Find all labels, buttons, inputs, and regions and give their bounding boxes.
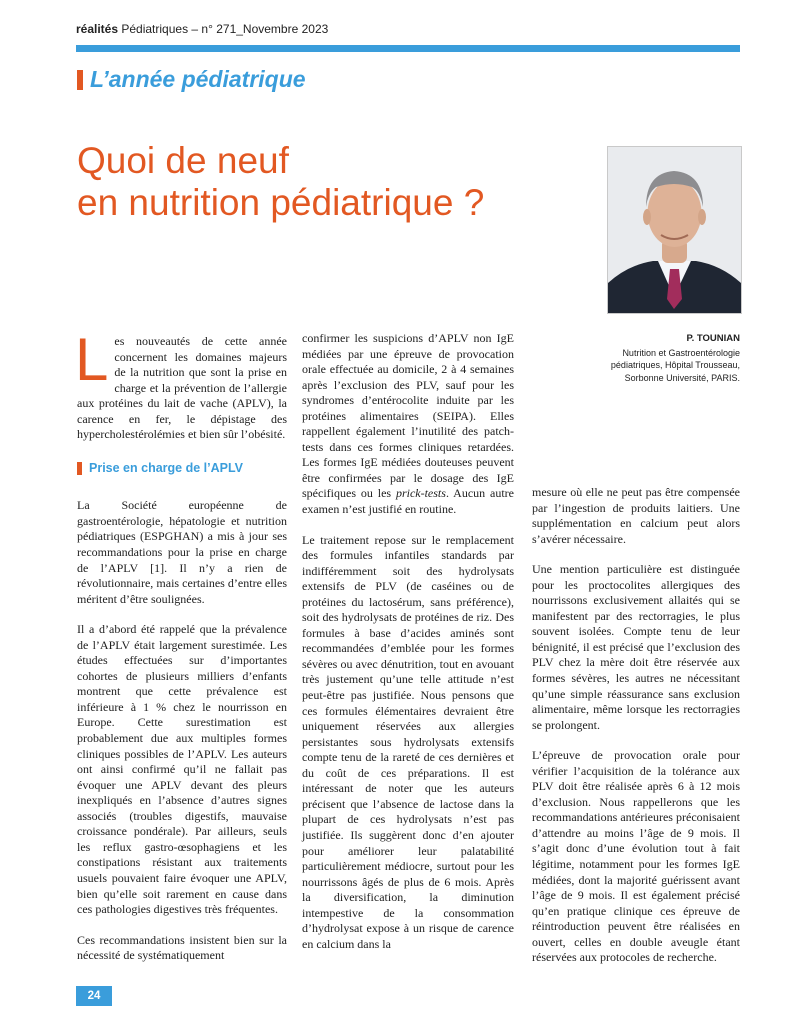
text-column-3 [532, 485, 740, 966]
author-affiliation: pédiatriques, Hôpital Trousseau, [610, 360, 740, 370]
issue-info: Pédiatriques – n° 271_Novembre 2023 [118, 22, 329, 36]
running-header [76, 22, 328, 36]
author-affiliation: Nutrition et Gastroentérologie [622, 347, 740, 358]
italic-term: prick-tests [395, 486, 446, 501]
journal-name: réalités [76, 22, 119, 36]
author-block [590, 333, 740, 384]
subheading-text: Prise en charge de l’APLV [89, 460, 243, 475]
subheading [77, 461, 287, 477]
page-number: 24 [76, 986, 112, 1006]
body-paragraph: mesure où elle ne peut pas être compensée par l’ingestion de produits laitiers. Une supplémentation en calcium peut alors s’avérer nécessaire. [532, 485, 740, 546]
paragraph-text: confirmer les suspicions d’APLV non IgE médiées par une épreuve de provocation orale effectuée au domicile, 2 à 4 semaines après l’exclusion des PLV, sauf pour les syndromes d’entérocolite induite par les protéines alimentaires (SEIPA). Elles rappellent également l’inutilité des patch-tests dans ces formes cliniques retardées. Les formes IgE médiées douteuses peuvent être confirmées par le dosage des IgE spécifiques ou les [302, 331, 514, 501]
body-paragraph: La Société européenne de gastroentérologie, hépatologie et nutrition pédiatriques (ESPGHAN) a mis à jour ses recommandations pour la prise en charge de l’APLV [1]. Il n’y a rien de révolutionnaire, mais certaines d’entre elles méritent d’être soulignées. [77, 498, 287, 606]
author-affiliation: Sorbonne Université, PARIS. [624, 372, 740, 383]
article-title-line-1: Quoi de neuf [77, 140, 289, 181]
body-paragraph: Ces recommandations insistent bien sur la nécessité de systématiquement [77, 932, 287, 963]
article-title [77, 140, 484, 224]
intro-text: es nouveautés de cette année concernent les domaines majeurs de la nutrition que sont la prise en charge et la prévention de l’allergie aux protéines du lait de vache (APLV), la carence en fer, le dépistage des hypercholestérolémies et bien sûr l’obésité. [77, 334, 287, 442]
intro-paragraph [75, 326, 287, 443]
body-paragraph: Il a d’abord été rappelé que la prévalence de l’APLV était largement surestimée. Les études effectuées sur d’importantes cohortes de plusieurs milliers d’enfants montrent que cette prévalence est inférieure à 1 % chez le nourrisson en Europe. Cette surestimation est probablement due aux multiples formes cliniques possibles de l’APLV. Les auteurs ont ainsi confirmé qu’il ne fallait pas évoquer une APLV devant des pleurs inexpliqués en l’absence d’autres signes associés (troubles digestifs, mauvaise croissance pondérale). Par ailleurs, seuls les reflux gastro-œsophagiens et les constipations résistant aux traitements usuels pouvaient faire évoquer une APLV, bien qu’elle soit rarement en cause dans ces pathologies digestives très fréquentes. [77, 622, 287, 917]
text-column-1 [75, 326, 287, 964]
author-name: P. TOUNIAN [686, 333, 740, 344]
body-paragraph [302, 331, 514, 518]
paragraph-text: . Aucun autre examen n’est justifié en routine. [302, 486, 514, 517]
text-column-2 [302, 331, 514, 952]
body-paragraph: Une mention particulière est distinguée pour les proctocolites allergiques des nourrissons exclusivement allaités qui se manifestent par des rectorragies, le plus souvent isolées. Compte tenu de leur bénignité, il est précisé que l’exclusion des PLV chez la mère doit être réservée aux formes sévères, les autres ne nécessitant qu’une simple réassurance sans exclusion alimentaire, même lorsque les rectorragies se prolongent. [532, 562, 740, 732]
body-paragraph: L’épreuve de provocation orale pour vérifier l’acquisition de la tolérance aux PLV doit être réalisée après 6 à 12 mois d’exclusion. Nous rappellerons que les recommandations antérieures préconisaient d’attendre au moins l’âge de 9 mois. Il s’agit donc d’une évolution tout à fait légitime, notamment pour les formes IgE médiées, dont la majorité guérissent avant l’âge de 9 mois. Il est également précisé qu’en pratique clinique ces épreuve de réintroduction peuvent être réalisées en ouvert, celles en double aveugle étant réservées aux protocoles de recherche. [532, 748, 740, 965]
header-rule [76, 45, 740, 52]
article-title-line-2: en nutrition pédiatrique ? [77, 182, 485, 223]
section-marker [77, 70, 83, 90]
body-paragraph: Le traitement repose sur le remplacement des formules infantiles standards par indifféremment soit des hydrolysats extensifs de PLV (de caséines ou de protéines du lactosérum, sans préférence), soit des hydrolysats de protéines de riz. Des formules à base d’acides aminés sont recommandées d’emblée pour les formes sévères ou avec dénutrition, tout en avouant très justement qu’une telle attitude n’est peut-être pas justifiée. Nous pensons que ces formules élémentaires devraient être uniquement réservées aux allergies persistantes sous hydrolysats extensifs compte tenu de la rareté de ces dernières et du coût de ces préparations. Il est intéressant de noter que les auteurs précisent que l’absence de lactose dans la plupart de ces hydrolysats n’est pas justifiée. Ils suggèrent donc d’en ajouter pour améliorer leur palatabilité particulièrement médiocre, surtout pour les nourrissons âgés de plus de 6 mois. Après la diversification, la diminution intempestive de la consommation d’hydrolysat expose à un risque de carence en calcium dans la [302, 532, 514, 951]
drop-cap: L [75, 326, 109, 393]
section-title: L’année pédiatrique [90, 66, 306, 92]
subheading-marker [77, 462, 82, 475]
author-portrait [607, 146, 742, 314]
